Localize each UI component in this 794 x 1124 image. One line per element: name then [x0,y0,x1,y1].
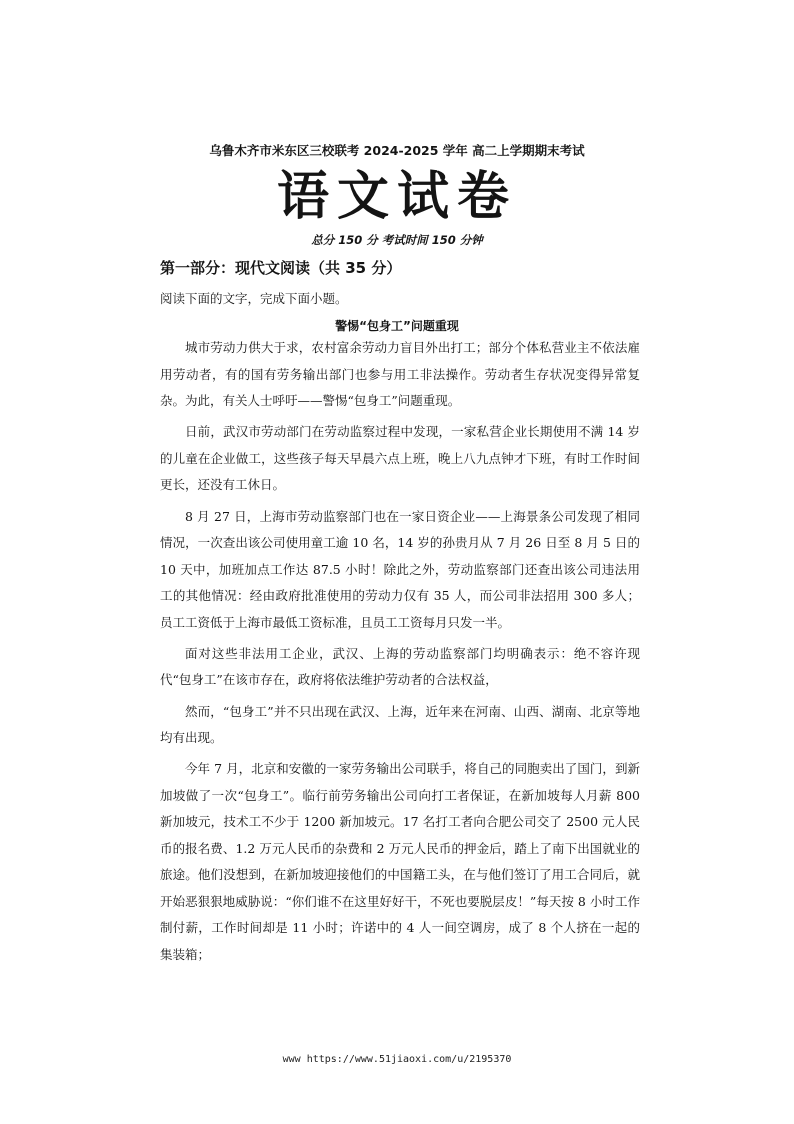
page-title: 语文试卷 [276,166,517,227]
article-paragraph: 然而，“包身工”并不只出现在武汉、上海，近年来在河南、山西、湖南、北京等地均有出现。 [160,703,640,746]
score-time-line: 总分 150 分 考试时间 150 分钟 [311,233,483,247]
article-body [160,335,640,973]
reading-instruction: 阅读下面的文字，完成下面小题。 [160,291,348,306]
section-heading: 第一部分：现代文阅读（共 35 分） [160,259,402,277]
article-paragraph: 面对这些非法用工企业，武汉、上海的劳动监察部门均明确表示：绝不容许现代“包身工”在该市存在，政府将依法维护劳动者的合法权益， [160,645,640,688]
article-title: 警惕“包身工”问题重现 [335,319,459,333]
article-paragraph: 今年 7 月，北京和安徽的一家劳务输出公司联手，将自己的同胞卖出了国门，到新加坡做了一次“包身工”。临行前劳务输出公司向打工者保证，在新加坡每人月薪 800 新加坡元，技术工不少于 1200 新加坡元。17 名打工者向合肥公司交了 2500 元人民币的报名费、1.2 万元人民币的杂费和 2 万元人民币的押金后，踏上了南下出国就业的旅途。他们没想到，在新加坡迎接他们的中国籍工头，在与他们签订了用工合同后，就开始恶狠狠地威胁说：“你们谁不在这里好好干，不死也要脱层皮！”每天按 8 小时工作制付薪，工作时间却是 11 小时；许诺中的 4 人一间空调房，成了 8 个人挤在一起的集装箱； [160,761,640,962]
article-paragraph: 8 月 27 日，上海市劳动监察部门也在一家日资企业——上海景条公司发现了相同情况，一次查出该公司使用童工逾 10 名，14 岁的孙贵月从 7 月 26 日至 8 月 5 日的 10 天中，加班加点工作达 87.5 小时！除此之外，劳动监察部门还查出该公司违法用工的其他情况：经由政府批准使用的劳动力仅有 35 人，而公司非法招用 300 多人；员工工资低于上海市最低工资标准，且员工工资每月只发一半。 [160,508,640,630]
article-paragraph: 日前，武汉市劳动部门在劳动监察过程中发现，一家私营企业长期使用不满 14 岁的儿童在企业做工，这些孩子每天早晨六点上班，晚上八九点钟才下班，有时工作时间更长，还没有工休日。 [160,424,640,493]
exam-info-line: 乌鲁木齐市米东区三校联考 2024-2025 学年 高二上学期期末考试 [209,143,585,158]
article-paragraph: 城市劳动力供大于求，农村富余劳动力盲目外出打工；部分个体私营业主不依法雇用劳动者，有的国有劳务输出部门也参与用工非法操作。劳动者生存状况变得异常复杂。为此，有关人士呼吁——警惕“包身工”问题重现。 [160,340,640,408]
footer-url: www https://www.51jiaoxi.com/u/2195370 [282,1054,512,1065]
